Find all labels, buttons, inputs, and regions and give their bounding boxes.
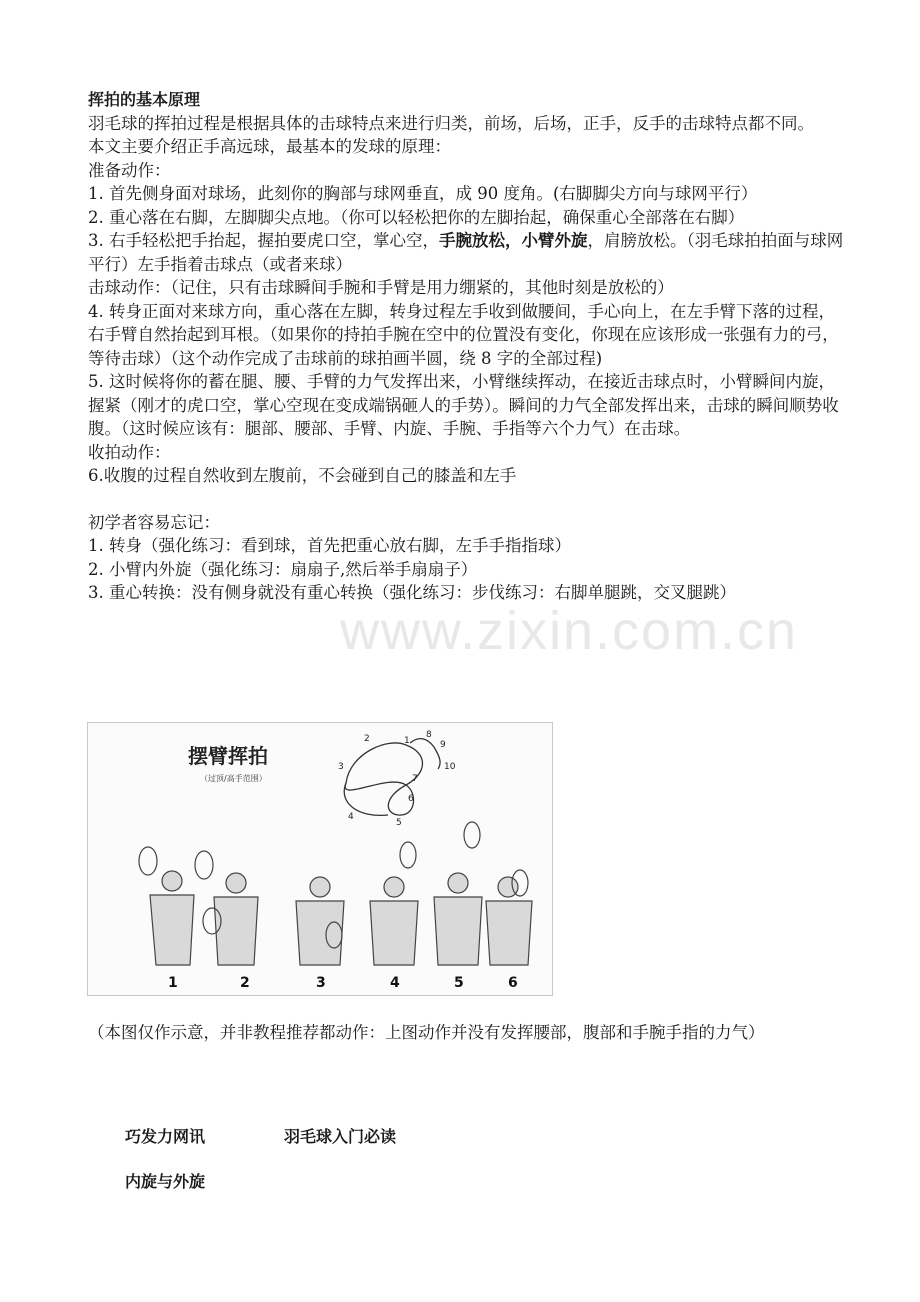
path-number: 1 bbox=[404, 736, 410, 746]
step-3-bold-wrist: 手腕放松 bbox=[439, 231, 505, 250]
frame-number: 5 bbox=[454, 975, 464, 991]
tip-3: 3. 重心转换：没有侧身就没有重心转换（强化练习：步伐练习：右脚单腿跳，交叉腿跳） bbox=[88, 583, 736, 602]
path-number: 5 bbox=[396, 818, 402, 828]
path-number: 4 bbox=[348, 812, 354, 822]
step-3 bbox=[88, 229, 848, 276]
player-figure-3 bbox=[296, 877, 344, 965]
tip-1: 1. 转身（强化练习：看到球，首先把重心放右脚，左手手指指球） bbox=[88, 536, 571, 555]
document-body bbox=[88, 88, 848, 605]
path-number: 3 bbox=[338, 762, 344, 772]
swing-diagram bbox=[88, 723, 552, 995]
swing-illustration bbox=[87, 722, 553, 996]
page-title: 挥拍的基本原理 bbox=[88, 90, 201, 109]
step-4: 4. 转身正面对来球方向，重心落在左脚，转身过程左手收到做腰间，手心向上，在左手臂下落的过程，右手臂自然抬起到耳根。（如果你的持拍手腕在空中的位置没有变化，你现在应该形成一张强有力的弓，等待击球）（这个动作完成了击球前的球拍画半圆，绕 8 字的全部过程) bbox=[88, 301, 839, 368]
swing-path-lower bbox=[344, 783, 388, 815]
step-6: 6.收腹的过程自然收到左腹前，不会碰到自己的膝盖和左手 bbox=[88, 466, 517, 485]
frame-number: 3 bbox=[316, 975, 326, 991]
path-number: 9 bbox=[440, 740, 446, 750]
player-figure-6 bbox=[486, 870, 532, 965]
step-3-sep: ， bbox=[505, 231, 522, 250]
beginner-heading: 初学者容易忘记： bbox=[88, 512, 220, 532]
path-number: 10 bbox=[444, 762, 456, 772]
figure-title: 摆臂挥拍 bbox=[188, 744, 268, 768]
step-5: 5. 这时候将你的蓄在腿、腰、手臂的力气发挥出来，小臂继续挥动，在接近击球点时，小臂瞬间内旋，握紧（刚才的虎口空，掌心空现在变成端锅砸人的手势）。瞬间的力气全部发挥出来，击球的瞬间顺势收腹。（这时候应该有：腿部、腰部、手臂、内旋、手腕、手指等六个力气）在击球。 bbox=[88, 372, 839, 438]
path-number: 6 bbox=[408, 794, 414, 804]
step-2: 2. 重心落在右脚，左脚脚尖点地。（你可以轻松把你的左脚抬起，确保重心全部落在右脚） bbox=[88, 207, 745, 227]
player-figure-1 bbox=[139, 847, 213, 965]
footer-link-beginner-guide[interactable]: 羽毛球入门必读 bbox=[284, 1127, 397, 1146]
finish-heading: 收拍动作： bbox=[88, 442, 171, 462]
footer-link-pronation[interactable]: 内旋与外旋 bbox=[125, 1172, 206, 1191]
spacer bbox=[88, 488, 848, 511]
swing-path-tail bbox=[410, 739, 440, 769]
intro-paragraph: 羽毛球的挥拍过程是根据具体的击球特点来进行归类，前场，后场，正手，反手的击球特点都不同。 bbox=[88, 113, 814, 133]
path-number: 8 bbox=[426, 730, 432, 740]
intro-paragraph-2: 本文主要介绍正手高远球，最基本的发球的原理： bbox=[88, 137, 451, 156]
tip-2: 2. 小臂内外旋（强化练习：扇扇子,然后举手扇扇子） bbox=[88, 559, 478, 579]
hit-heading: 击球动作：（记住，只有击球瞬间手腕和手臂是用力绷紧的，其他时刻是放松的） bbox=[88, 278, 674, 297]
step-3-text-a: 3. 右手轻松把手抬起，握拍要虎口空，掌心空， bbox=[88, 231, 439, 250]
frame-number: 2 bbox=[240, 975, 250, 991]
frame-number: 4 bbox=[390, 975, 400, 991]
prep-heading: 准备动作： bbox=[88, 160, 171, 180]
figure-caption: （本图仅作示意，并非教程推荐都动作：上图动作并没有发挥腰部，腹部和手腕手指的力气） bbox=[88, 1022, 765, 1042]
frame-number: 1 bbox=[168, 975, 178, 991]
path-number: 2 bbox=[364, 734, 370, 744]
player-figure-4 bbox=[370, 842, 418, 965]
footer-link-qiaofali[interactable]: 巧发力网讯 bbox=[125, 1127, 206, 1146]
step-3-bold-forearm: 小臂外旋 bbox=[521, 231, 588, 250]
swing-path bbox=[345, 743, 422, 815]
player-figure-2 bbox=[203, 873, 258, 965]
frame-number: 6 bbox=[508, 975, 518, 991]
step-3-text-c: ，肩膀放松。（羽毛球拍拍面与球网平行）左手指着击球点（或者来球） bbox=[88, 231, 844, 274]
player-figure-5 bbox=[434, 822, 482, 965]
step-1: 1. 首先侧身面对球场，此刻你的胸部与球网垂直，成 90 度角。(右脚脚尖方向与球网平行） bbox=[88, 184, 758, 203]
path-number: 7 bbox=[412, 774, 418, 784]
watermark: www.zixin.com.cn bbox=[340, 601, 799, 661]
figure-subtitle: （过顶/高手范围） bbox=[200, 774, 267, 783]
